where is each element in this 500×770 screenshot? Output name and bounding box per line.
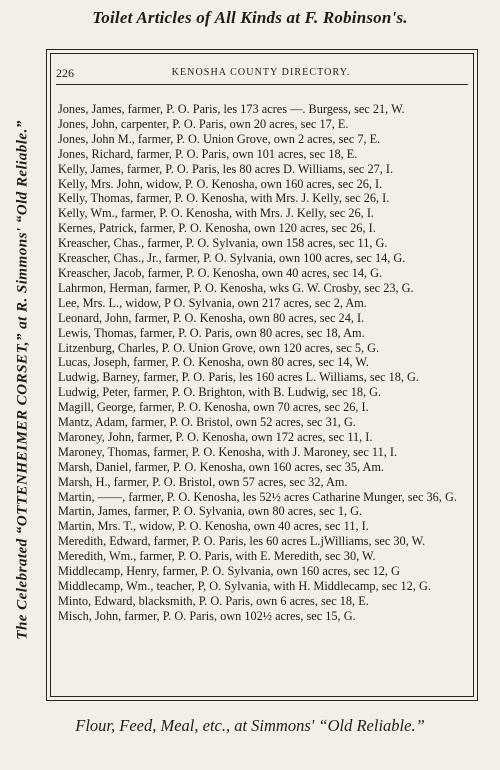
directory-entry: Kelly, Mrs. John, widow, P. O. Kenosha, own 160 acres, sec 26, I. <box>58 176 383 191</box>
directory-entry: Marsh, H., farmer, P. O. Bristol, own 57 acres, sec 32, Am. <box>58 474 348 489</box>
directory-entry: Misch, John, farmer, P. O. Paris, own 102½ acres, sec 15, G. <box>58 608 356 623</box>
directory-entry: Jones, John M., farmer, P. O. Union Grove, own 2 acres, sec 7, E. <box>58 131 381 146</box>
page-header <box>56 66 466 82</box>
directory-entry: Kelly, James, farmer, P. O. Paris, les 80 acres D. Williams, sec 27, I. <box>58 161 394 176</box>
directory-entry: Kreascher, Jacob, farmer, P. O. Kenosha, own 40 acres, sec 14, G. <box>58 265 383 280</box>
directory-entry: Ludwig, Barney, farmer, P. O. Paris, les 160 acres L. Williams, sec 18, G. <box>58 370 420 385</box>
header-divider <box>56 84 468 85</box>
directory-entry: Mantz, Adam, farmer, P. O. Bristol, own 52 acres, sec 31, G. <box>58 415 356 430</box>
side-advertisement-banner <box>0 54 46 706</box>
directory-entry: Lee, Mrs. L., widow, P O. Sylvania, own 217 acres, sec 2, Am. <box>58 295 367 310</box>
directory-entry: Martin, James, farmer, P. O. Sylvania, own 80 acres, sec 1, G. <box>58 504 363 519</box>
directory-entry: Jones, John, carpenter, P. O. Paris, own 20 acres, sec 17, E. <box>58 116 349 131</box>
directory-entry: Martin, ——, farmer, P. O. Kenosha, les 52½ acres Catharine Munger, sec 36, G. <box>58 489 457 504</box>
directory-entry: Meredith, Wm., farmer, P. O. Paris, with E. Meredith, sec 30, W. <box>58 549 376 564</box>
directory-entry: Lahrmon, Herman, farmer, P. O. Kenosha, wks G. W. Crosby, sec 23, G. <box>58 280 414 295</box>
directory-entry: Maroney, John, farmer, P. O. Kenosha, own 172 acres, sec 11, I. <box>58 429 373 444</box>
directory-entry: Kreascher, Chas., farmer, P. O. Sylvania, own 158 acres, sec 11, G. <box>58 236 388 251</box>
directory-entry: Lewis, Thomas, farmer, P. O. Paris, own 80 acres, sec 18, Am. <box>58 325 365 340</box>
directory-entry: Litzenburg, Charles, P. O. Union Grove, own 120 acres, sec 5, G. <box>58 340 380 355</box>
directory-entry: Minto, Edward, blacksmith, P. O. Paris, own 6 acres, sec 18, E. <box>58 593 369 608</box>
directory-entry: Kelly, Thomas, farmer, P. O. Kenosha, with Mrs. J. Kelly, sec 26, I. <box>58 191 390 206</box>
directory-entry: Middlecamp, Henry, farmer, P. O. Sylvania, own 160 acres, sec 12, G <box>58 564 400 579</box>
directory-entry: Jones, Richard, farmer, P. O. Paris, own 101 acres, sec 18, E. <box>58 146 358 161</box>
page-number: 226 <box>56 66 74 80</box>
directory-entry: Kernes, Patrick, farmer, P. O. Kenosha, own 120 acres, sec 26, I. <box>58 221 376 236</box>
directory-entry: Magill, George, farmer, P. O. Kenosha, own 70 acres, sec 26, I. <box>58 400 369 415</box>
side-advertisement-text: The Celebrated “OTTENHEIMER CORSET,” at R. Simmons' “Old Reliable.” <box>14 120 31 640</box>
directory-entry: Meredith, Edward, farmer, P. O. Paris, les 60 acres L.jWilliams, sec 30, W. <box>58 534 426 549</box>
directory-entry: Leonard, John, farmer, P. O. Kenosha, own 80 acres, sec 24, I. <box>58 310 365 325</box>
directory-entry: Martin, Mrs. T., widow, P. O. Kenosha, own 40 acres, sec 11, I. <box>58 519 369 534</box>
bottom-advertisement-banner: Flour, Feed, Meal, etc., at Simmons' “Old Reliable.” <box>75 716 425 735</box>
directory-title: KENOSHA COUNTY DIRECTORY. <box>171 67 351 78</box>
directory-entry: Middlecamp, Wm., teacher, P, O. Sylvania, with H. Middlecamp, sec 12, G. <box>58 579 431 593</box>
directory-entries <box>58 102 464 624</box>
directory-entry: Marsh, Daniel, farmer, P. O. Kenosha, own 160 acres, sec 35, Am. <box>58 459 384 474</box>
top-advertisement-banner: Toilet Articles of All Kinds at F. Robinson's. <box>92 8 408 27</box>
directory-entry: Maroney, Thomas, farmer, P. O. Kenosha, with J. Maroney, sec 11, I. <box>58 444 398 459</box>
directory-entry: Lucas, Joseph, farmer, P. O. Kenosha, own 80 acres, sec 14, W. <box>58 355 369 370</box>
directory-entry: Jones, James, farmer, P. O. Paris, les 173 acres —. Burgess, sec 21, W. <box>58 102 405 116</box>
directory-entry: Kelly, Wm., farmer, P. O. Kenosha, with Mrs. J. Kelly, sec 26, I. <box>58 206 374 221</box>
directory-entry: Kreascher, Chas., Jr., farmer, P. O. Sylvania, own 100 acres, sec 14, G. <box>58 251 406 266</box>
directory-entry: Ludwig, Peter, farmer, P. O. Brighton, with B. Ludwig, sec 18, G. <box>58 385 382 400</box>
